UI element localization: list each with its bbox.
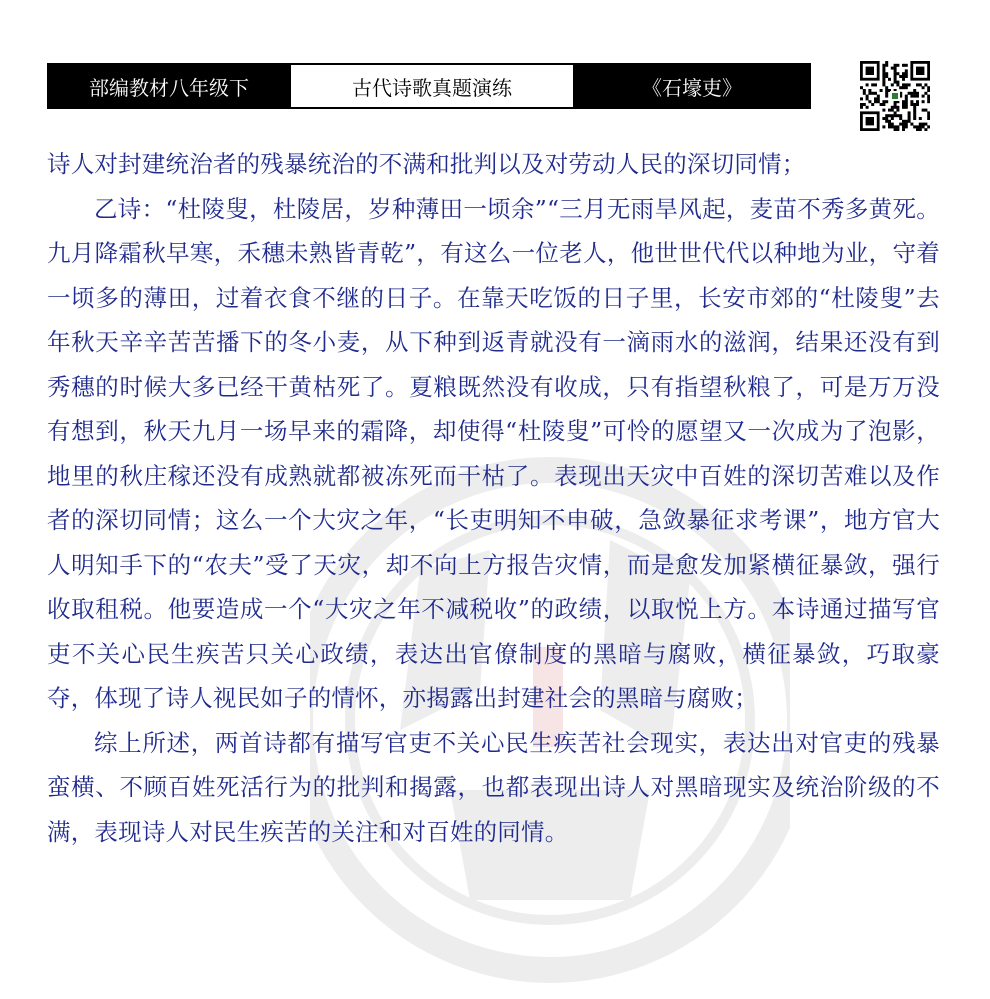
qr-code-icon[interactable] xyxy=(860,61,930,131)
document-body xyxy=(47,142,940,854)
header-section-title: 古代诗歌真题演练 xyxy=(289,65,575,107)
paragraph-2: 乙诗：“杜陵叟，杜陵居，岁种薄田一顷余”“三月无雨旱风起，麦苗不秀多黄死。九月降霜秋早寒，禾穗未熟皆青乾”，有这么一位老人，他世世代代以种地为业，守着一顷多的薄田，过着衣食不继的日子。在靠天吃饭的日子里，长安市郊的“杜陵叟”去年秋天辛辛苦苦播下的冬小麦，从下种到返青就没有一滴雨水的滋润，结果还没有到秀穗的时候大多已经干黄枯死了。夏粮既然没有收成，只有指望秋粮了，可是万万没有想到，秋天九月一场早来的霜降，却使得“杜陵叟”可怜的愿望又一次成为了泡影，地里的秋庄稼还没有成熟就都被冻死而干枯了。表现出天灾中百姓的深切苦难以及作者的深切同情；这么一个大灾之年，“长吏明知不申破，急敛暴征求考课”，地方官大人明知手下的“农夫”受了天灾，却不向上方报告灾情，而是愈发加紧横征暴敛，强行收取租税。他要造成一个“大灾之年不减税收”的政绩，以取悦上方。本诗通过描写官吏不关心民生疾苦只关心政绩，表达出官僚制度的黑暗与腐败，横征暴敛，巧取豪夺，体现了诗人视民如子的情怀，亦揭露出封建社会的黑暗与腐败； xyxy=(47,194,940,712)
header-grade-label: 部编教材八年级下 xyxy=(49,65,289,107)
header-lesson-title: 《石壕吏》 xyxy=(575,65,809,107)
header-bar xyxy=(47,63,811,109)
paragraph-1: 诗人对封建统治者的残暴统治的不满和批判以及对劳动人民的深切同情； xyxy=(47,150,806,178)
paragraph-3: 综上所述，两首诗都有描写官吏不关心民生疾苦社会现实，表达出对官吏的残暴蛮横、不顾百姓死活行为的批判和揭露，也都表现出诗人对黑暗现实及统治阶级的不满，表现诗人对民生疾苦的关注和对百姓的同情。 xyxy=(47,728,940,846)
